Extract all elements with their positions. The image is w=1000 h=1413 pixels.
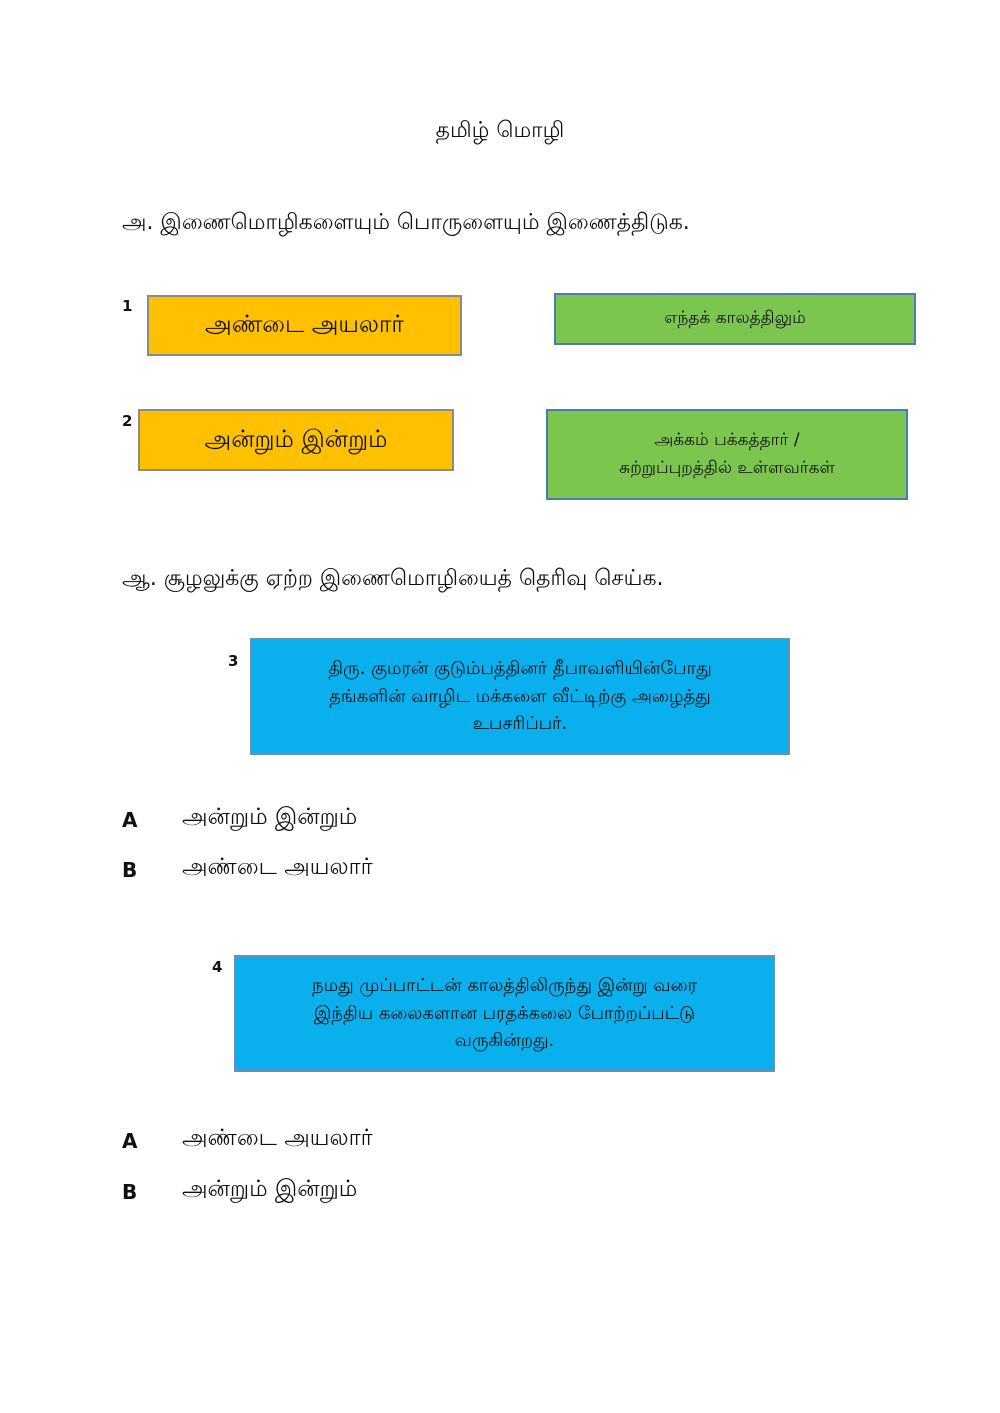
meaning-text-1: எந்தக் காலத்திலும்: [664, 308, 806, 329]
q4-option-a-text[interactable]: அண்டை அயலார்: [182, 1125, 373, 1151]
meaning-box-1[interactable]: [554, 293, 916, 345]
question-3-line1: திரு. குமரன் குடும்பத்தினர் தீபாவளியின்போது: [328, 657, 712, 679]
q3-option-b-letter[interactable]: B: [122, 858, 138, 882]
item-number-2: 2: [122, 412, 133, 430]
q3-option-a-letter[interactable]: A: [122, 808, 138, 832]
meaning-text-2-line2: சுற்றுப்புறத்தில் உள்ளவர்கள்: [619, 457, 835, 478]
item-number-1: 1: [122, 297, 133, 315]
q4-option-b-letter[interactable]: B: [122, 1180, 138, 1204]
question-number-3: 3: [228, 652, 239, 670]
meaning-box-2[interactable]: [546, 409, 908, 500]
question-4-line3: வருகின்றது.: [454, 1030, 555, 1052]
question-3-line3: உபசரிப்பர்.: [472, 713, 568, 735]
question-4-line1: நமது முப்பாட்டன் காலத்திலிருந்து இன்று வரை: [312, 974, 697, 996]
q3-option-a-text[interactable]: அன்றும் இன்றும்: [182, 804, 358, 830]
term-text-1: அண்டை அயலார்: [205, 310, 404, 338]
q4-option-b-text[interactable]: அன்றும் இன்றும்: [182, 1176, 358, 1202]
section-a-heading: அ. இணைமொழிகளையும் பொருளையும் இணைத்திடுக.: [122, 210, 690, 235]
question-number-4: 4: [212, 958, 223, 976]
question-4-line2: இந்திய கலைகளான பரதக்கலை போற்றப்பட்டு: [313, 1002, 696, 1024]
term-box-1[interactable]: [147, 295, 462, 356]
term-text-2: அன்றும் இன்றும்: [204, 424, 388, 453]
question-box-4: [234, 955, 775, 1072]
page-title: தமிழ் மொழி: [435, 118, 565, 143]
term-box-2[interactable]: [138, 409, 454, 471]
question-box-3: [250, 638, 790, 755]
meaning-text-2-line1: அக்கம் பக்கத்தார் /: [654, 430, 800, 451]
question-3-line2: தங்களின் வாழிட மக்களை வீட்டிற்கு அழைத்து: [329, 685, 711, 707]
section-b-heading: ஆ. சூழலுக்கு ஏற்ற இணைமொழியைத் தெரிவு செய்க.: [122, 566, 664, 591]
q3-option-b-text[interactable]: அண்டை அயலார்: [182, 854, 373, 880]
q4-option-a-letter[interactable]: A: [122, 1129, 138, 1153]
